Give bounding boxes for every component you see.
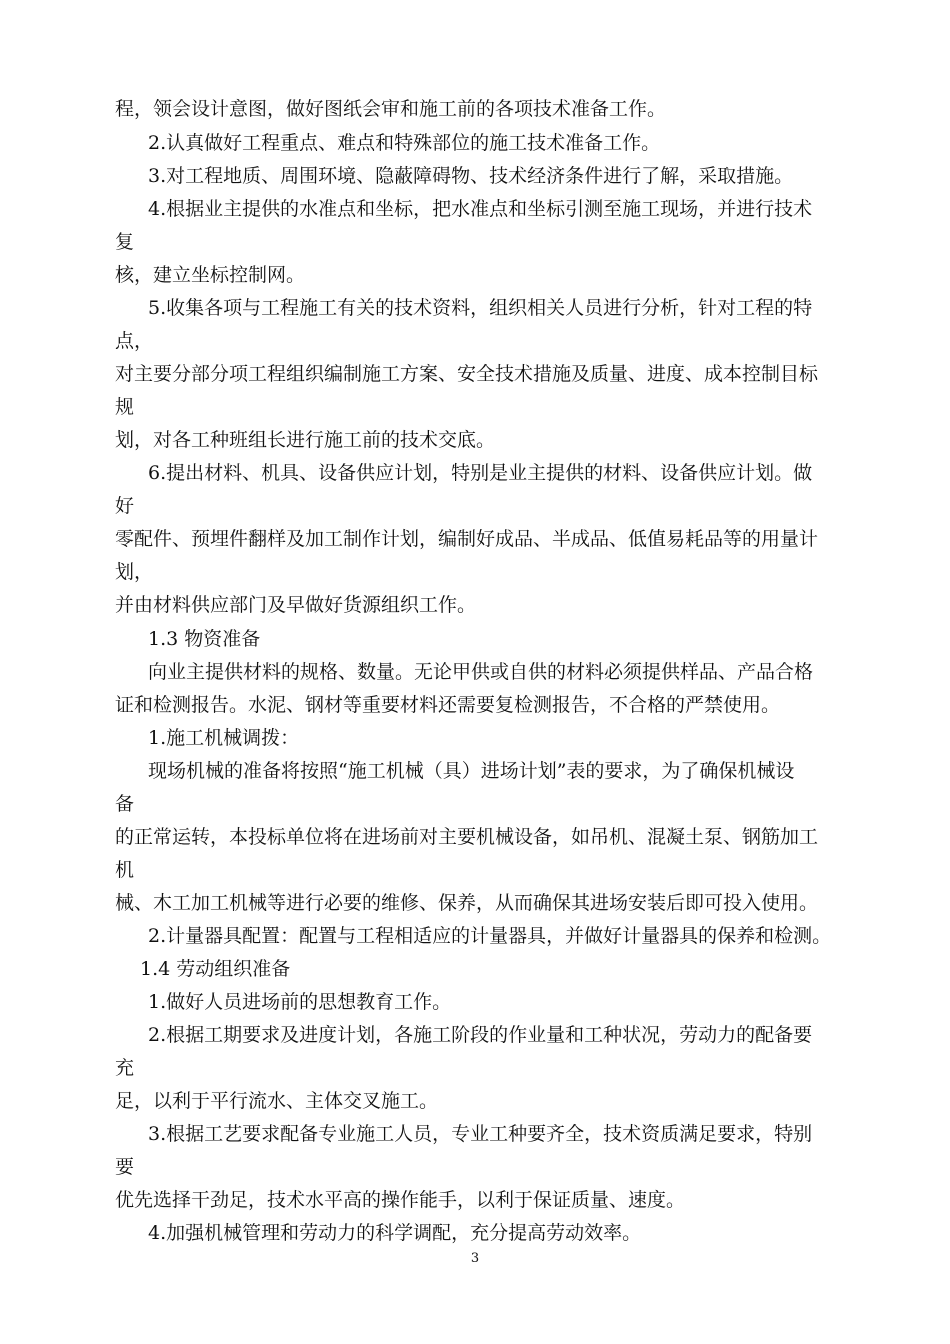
text-line: 3.对工程地质、周围环境、隐蔽障碍物、技术经济条件进行了解，采取措施。 [148, 165, 794, 187]
text-line: 机 [115, 859, 135, 881]
text-line: 的正常运转，本投标单位将在进场前对主要机械设备，如吊机、混凝土泵、钢筋加工 [115, 826, 819, 848]
text-line: 程，领会设计意图，做好图纸会审和施工前的各项技术准备工作。 [115, 98, 667, 120]
text-line: 2.根据工期要求及进度计划，各施工阶段的作业量和工种状况，劳动力的配备要 [148, 1024, 813, 1046]
text-line: 并由材料供应部门及早做好货源组织工作。 [115, 594, 477, 616]
text-line: 划，对各工种班组长进行施工前的技术交底。 [115, 429, 496, 451]
text-line: 点， [115, 330, 154, 352]
text-line: 向业主提供材料的规格、数量。无论甲供或自供的材料必须提供样品、产品合格 [148, 661, 814, 683]
section-heading: 1.4 劳动组织准备 [140, 958, 291, 980]
text-line: 4.根据业主提供的水准点和坐标，把水准点和坐标引测至施工现场，并进行技术 [148, 198, 813, 220]
text-line: 优先选择干劲足，技术水平高的操作能手，以利于保证质量、速度。 [115, 1189, 686, 1211]
text-line: 1.做好人员进场前的思想教育工作。 [148, 991, 452, 1013]
text-line: 1.施工机械调拨： [148, 727, 300, 749]
text-line: 现场机械的准备将按照“施工机械（具）进场计划”表的要求，为了确保机械设 [148, 760, 795, 782]
text-line: 足，以利于平行流水、主体交叉施工。 [115, 1090, 439, 1112]
section-heading: 1.3 物资准备 [148, 628, 261, 650]
text-line: 3.根据工艺要求配备专业施工人员，专业工种要齐全，技术资质满足要求，特别 [148, 1123, 813, 1145]
text-line: 2.认真做好工程重点、难点和特殊部位的施工技术准备工作。 [148, 132, 661, 154]
page-number: 3 [470, 1251, 480, 1266]
text-line: 核，建立坐标控制网。 [115, 264, 306, 286]
text-line: 2.计量器具配置：配置与工程相适应的计量器具，并做好计量器具的保养和检测。 [148, 925, 832, 947]
text-line: 要 [115, 1156, 135, 1178]
text-line: 对主要分部分项工程组织编制施工方案、安全技术措施及质量、进度、成本控制目标 [115, 363, 819, 385]
text-line: 械、木工加工机械等进行必要的维修、保养，从而确保其进场安装后即可投入使用。 [115, 892, 819, 914]
text-line: 6.提出材料、机具、设备供应计划，特别是业主提供的材料、设备供应计划。做 [148, 462, 813, 484]
text-line: 5.收集各项与工程施工有关的技术资料，组织相关人员进行分析，针对工程的特 [148, 297, 813, 319]
text-line: 复 [115, 231, 135, 253]
text-line: 充 [115, 1057, 135, 1079]
text-line: 好 [115, 495, 135, 517]
text-line: 证和检测报告。水泥、钢材等重要材料还需要复检测报告，不合格的严禁使用。 [115, 694, 781, 716]
text-line: 划， [115, 561, 154, 583]
text-line: 备 [115, 793, 135, 815]
text-line: 零配件、预埋件翻样及加工制作计划，编制好成品、半成品、低值易耗品等的用量计 [115, 528, 819, 550]
text-line: 4.加强机械管理和劳动力的科学调配，充分提高劳动效率。 [148, 1222, 642, 1244]
text-line: 规 [115, 396, 135, 418]
